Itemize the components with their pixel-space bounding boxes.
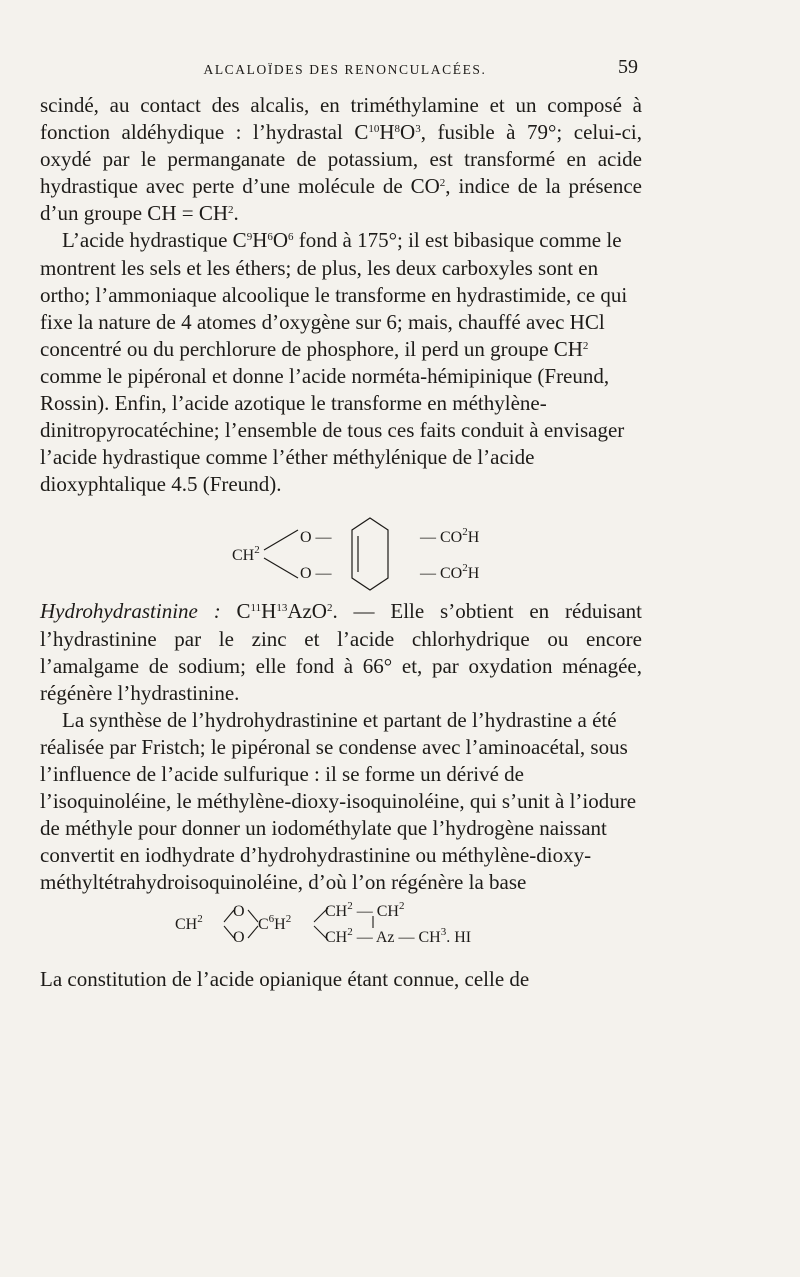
formula2-lower-chain: $CH^2$ — Az — $CH^3$. HI — [325, 926, 472, 947]
formula2-c6h2: $C^6H^2$ — [258, 913, 292, 934]
formula2-ch2: $CH^2$ — [175, 913, 203, 934]
formula2-upper-chain: $CH^2$ — $CH^2$ — [325, 900, 405, 921]
formula1-oxygen-top: O — — [300, 529, 332, 547]
formula1-carboxyl-top: — $CO^2H$ — [420, 526, 480, 547]
page-number: 59 — [618, 56, 638, 78]
formula1-ch2: $CH^2$ — [232, 544, 260, 565]
paragraph-3: Hydrohydrastinine : $C^{11}H^{13}AzO^2$. — Elle s’obtient en réduisant l’hydrastinine par le zinc et l’acide chlorhydrique ou encore l’amalgame de sodium; elle fond à 66° et, par oxydation ménagée, régénère l’hydrastinine. — [40, 599, 642, 705]
running-title: ALCALOÏDES DES RENONCULACÉES. — [203, 62, 487, 77]
paragraph-5: La constitution de l’acide opianique étant connue, celle de — [40, 967, 530, 992]
paragraph-4: La synthèse de l’hydrohydrastinine et partant de l’hydrastine a été réalisée par Fristch; le pipéronal se condense avec l’aminoacétal, sous l’influence de l’acide sulfurique : il se forme un dérivé de l’isoquinoléine, le méthylène-dioxy-isoquinoléine, qui s’unit à l’iodure de méthyle pour donner un iodométhylate que l’hydrogène naissant convertit en iodhydrate d’hydrohydrastinine ou méthylène-dioxy-méthyltétrahydroisoquinoléine, d’où l’on régénère la base — [40, 707, 637, 895]
compound-name: Hydrohydrastinine : — [40, 599, 237, 624]
paragraph-2: L’acide hydrastique $C^9H^6O^6$ fond à 175°; il est bibasique comme le montrent les sels et les éthers; de plus, les deux carboxyles sont en ortho; l’ammoniaque alcoolique le transforme en hydrastimide, ce qui fixe la nature de 4 atomes d’oxygène sur 6; mais, chauffé avec HCl concentré ou du perchlorure de phosphore, il perd un groupe $CH^2$ comme le pipéronal et donne l’acide norméta-hémipinique (Freund, Rossin). Enfin, l’acide azotique le transforme en méthylène-dinitropyrocatéchine; l’ensemble de tous ces faits conduit à envisager l’acide hydrastique comme l’éther méthylénique de l’acide dioxyphtalique 4.5 (Freund). — [40, 228, 628, 497]
body-text — [40, 92, 642, 994]
hydrohydrastinine-formula — [40, 898, 642, 958]
hydrastic-acid-structural-formula — [40, 502, 642, 598]
formula2-oxygen-top: O — [233, 903, 245, 921]
formula2-oxygen-bottom: O — [233, 929, 245, 947]
formula1-carboxyl-bottom: — $CO^2H$ — [420, 562, 480, 583]
paragraph-1: scindé, au contact des alcalis, en triméthylamine et un composé à fonction aldéhydique : l’hydrastal $C^{10}H^8O^3$, fusible à 79°; celui-ci, oxydé par le permanganate de potassium, est transformé en acide hydrastique avec perte d’une molécule de $CO^2$, indice de la présence d’un groupe CH = $CH^2$. — [40, 93, 642, 226]
formula1-oxygen-bottom: O — — [300, 565, 332, 583]
